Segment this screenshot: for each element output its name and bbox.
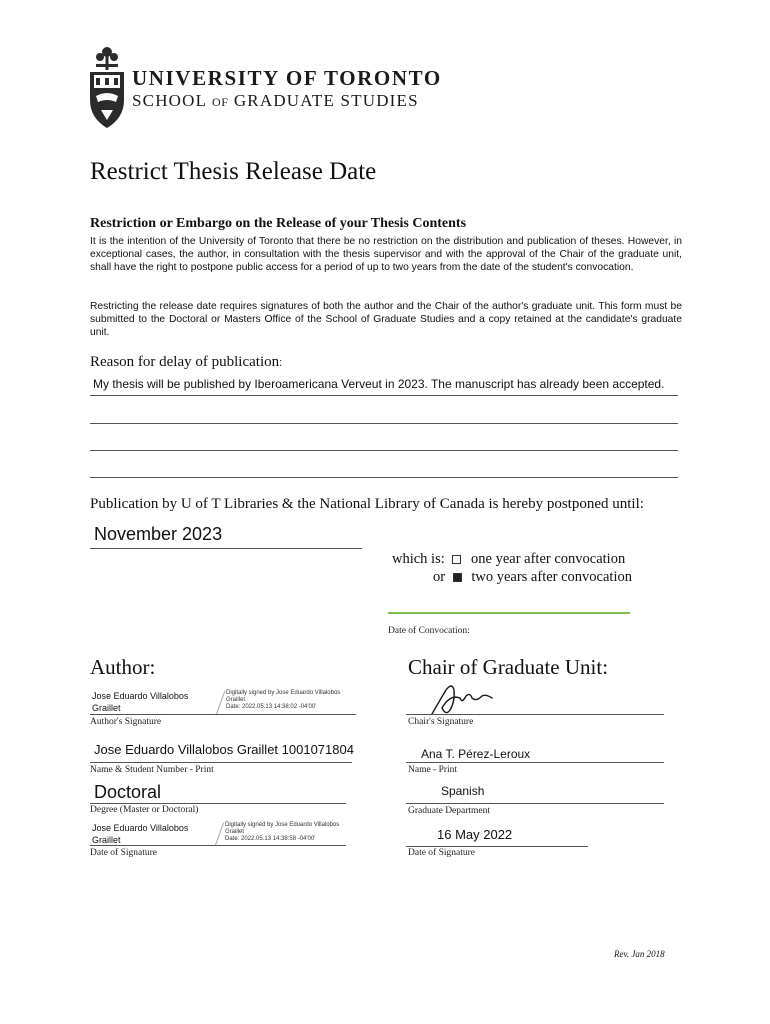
reason-label-colon: : <box>279 357 283 369</box>
reason-label <box>90 354 282 371</box>
section-heading: Restriction or Embargo on the Release of your Thesis Contents <box>90 216 467 231</box>
author-digital-sig1-line3: Date: 2022.05.13 14:38:02 -04'00' <box>226 704 317 710</box>
department-input[interactable]: Spanish <box>441 784 485 798</box>
postpone-until-line <box>90 548 362 549</box>
option1-row <box>392 551 625 568</box>
chair-date-line <box>406 846 588 847</box>
reason-line-2 <box>90 423 678 424</box>
author-date-divider <box>215 823 224 846</box>
degree-line <box>90 803 346 804</box>
author-digital-sig2-line1: Digitally signed by Jose Eduardo Villalobos <box>225 822 340 828</box>
author-signature-divider <box>216 691 226 716</box>
author-heading: Author: <box>90 655 156 679</box>
school-name-part2: GRADUATE STUDIES <box>233 91 419 110</box>
school-name-part1: SCHOOL <box>132 91 207 110</box>
degree-input[interactable]: Doctoral <box>94 782 162 802</box>
intro-paragraph: It is the intention of the University of Toronto that there be no restriction on the distribution and publication of theses. However, in exceptional cases, the author, in consultation with the thesis supervisor and with the approval of the Chair of the graduate unit, shall have the right to postpone public access for a period of up to two years from the date of the student's convocation. <box>90 236 682 274</box>
author-digital-sig1-line2: Graillet <box>226 697 246 703</box>
postpone-statement: Publication by U of T Libraries & the National Library of Canada is hereby postponed until: <box>90 496 644 512</box>
university-crest-logo <box>86 44 128 130</box>
author-digital-sig1-line1: Digitally signed by Jose Eduardo Villalobos <box>226 690 341 696</box>
author-date-digital-note <box>225 822 339 843</box>
chair-name-label: Name - Print <box>408 765 458 775</box>
chair-signature-line[interactable] <box>406 714 664 715</box>
reason-line-3 <box>90 450 678 451</box>
chair-signature-label: Chair's Signature <box>408 717 474 727</box>
author-digital-sig2-line3: Date: 2022.05.13 14:38:58 -04'00' <box>225 836 316 842</box>
chair-date-input[interactable]: 16 May 2022 <box>437 827 513 842</box>
signature-requirement-paragraph: Restricting the release date requires signatures of both the author and the Chair of the author's graduate unit. This form must be submitted to the Doctoral or Masters Office of the School of Graduate Studies and a copy retained at the candidate's graduate unit. <box>90 301 682 339</box>
department-label-text: Graduate Department <box>408 806 491 816</box>
or-label: or <box>433 569 446 585</box>
author-signer-name-line2: Graillet <box>92 703 121 713</box>
reason-line-1 <box>90 395 678 396</box>
department-line <box>406 803 664 804</box>
chair-name-input[interactable]: Ana T. Pérez-Leroux <box>421 747 531 761</box>
degree-label: Degree (Master or Doctoral) <box>90 805 199 815</box>
author-date-signer-name <box>92 822 188 846</box>
option1-label: one year after convocation <box>471 551 626 567</box>
chair-name-line <box>406 762 664 763</box>
author-name-line <box>90 762 352 763</box>
option2-row <box>433 569 632 586</box>
chair-heading: Chair of Graduate Unit: <box>408 655 609 679</box>
author-name-input[interactable]: Jose Eduardo Villalobos Graillet 1001071804 <box>94 742 354 757</box>
option1-checkbox[interactable] <box>452 555 461 564</box>
author-signature-line[interactable] <box>90 714 356 715</box>
page-title: Restrict Thesis Release Date <box>90 158 377 185</box>
reason-input[interactable]: My thesis will be published by Iberoamericana Verveut in 2023. The manuscript has already been accepted. <box>93 377 665 391</box>
author-date-signer-line1: Jose Eduardo Villalobos <box>92 823 189 833</box>
author-date-signer-line2: Graillet <box>92 835 121 845</box>
chair-handwritten-signature <box>420 680 500 718</box>
author-signature-label: Author's Signature <box>90 717 162 727</box>
university-name: UNIVERSITY OF TORONTO <box>132 66 442 90</box>
author-digital-signature-note <box>226 690 340 711</box>
which-is-label: which is: <box>392 551 445 567</box>
author-signer-name <box>92 690 188 714</box>
postpone-until-input[interactable]: November 2023 <box>94 524 223 544</box>
reason-line-4 <box>90 477 678 478</box>
convocation-date-line[interactable] <box>388 612 630 614</box>
option2-checkbox[interactable] <box>453 573 462 582</box>
option2-label: two years after convocation <box>471 569 632 585</box>
author-digital-sig2-line2: Graillet <box>225 829 245 835</box>
author-date-label: Date of Signature <box>90 848 158 858</box>
author-date-line[interactable] <box>90 845 346 846</box>
reason-label-text: Reason for delay of publication <box>90 354 280 370</box>
revision-footer: Rev. Jan 2018 <box>614 949 665 959</box>
convocation-date-label: Date of Convocation: <box>388 626 470 636</box>
chair-date-label: Date of Signature <box>408 848 476 858</box>
author-signer-name-line1: Jose Eduardo Villalobos <box>92 691 189 701</box>
school-name <box>132 91 419 111</box>
school-name-of: OF <box>212 95 229 109</box>
author-name-label: Name & Student Number - Print <box>90 765 214 775</box>
